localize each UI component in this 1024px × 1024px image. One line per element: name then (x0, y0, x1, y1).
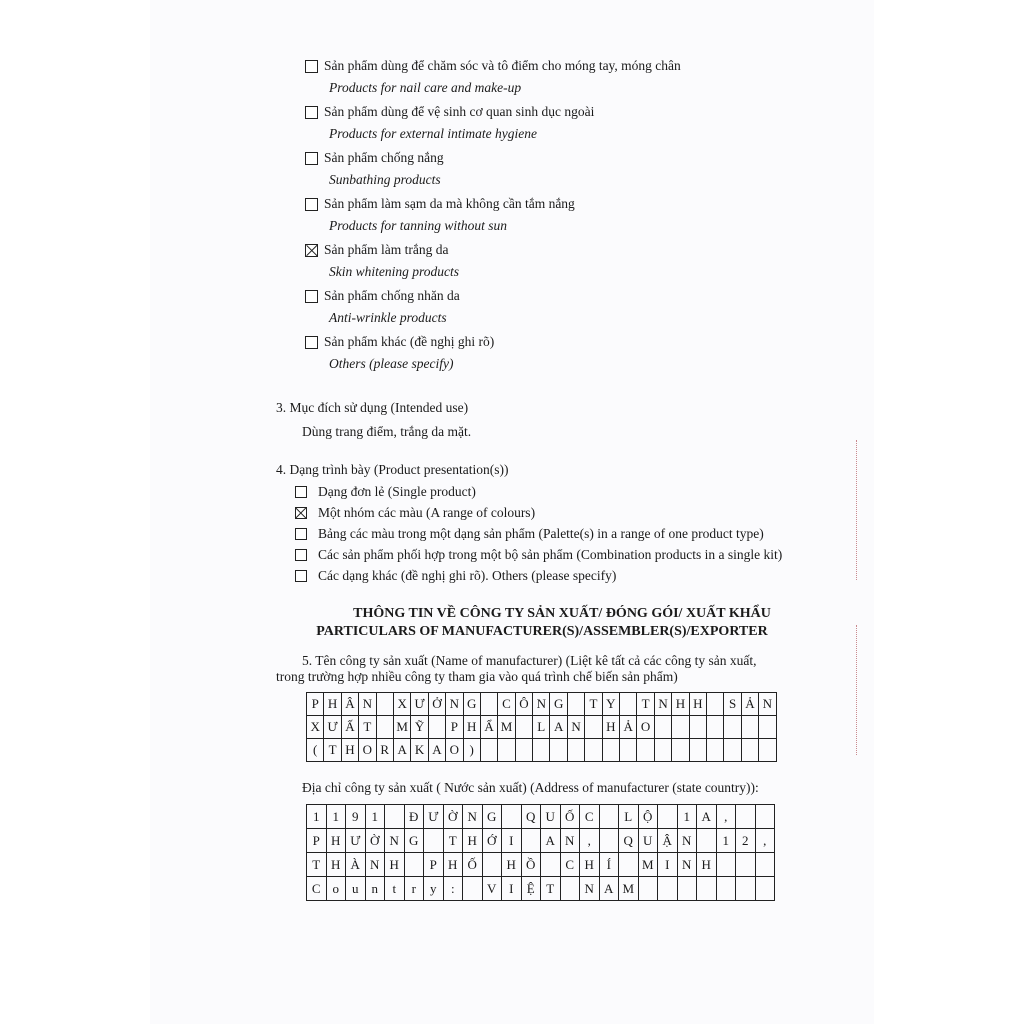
grid-cell: X (394, 693, 411, 716)
grid-cell: H (464, 716, 481, 739)
grid-cell (516, 739, 533, 762)
grid-cell (424, 829, 444, 853)
product-type-label-vi: Sản phẩm chống nhăn da (324, 288, 460, 303)
grid-cell: H (342, 739, 359, 762)
grid-cell: Q (522, 805, 542, 829)
grid-cell: H (463, 829, 483, 853)
grid-cell: N (385, 829, 405, 853)
grid-cell (561, 877, 581, 901)
presentation-checkbox[interactable] (295, 549, 307, 561)
grid-cell: Ả (620, 716, 637, 739)
grid-cell: Ẩ (481, 716, 498, 739)
grid-cell: A (429, 739, 446, 762)
grid-cell: N (678, 829, 698, 853)
grid-cell: ( (307, 739, 324, 762)
grid-cell: N (568, 716, 585, 739)
product-type-label-en: Others (please specify) (329, 356, 454, 371)
grid-cell (533, 739, 550, 762)
grid-cell: Ớ (483, 829, 503, 853)
grid-cell (568, 739, 585, 762)
grid-cell: N (655, 693, 672, 716)
grid-cell (463, 877, 483, 901)
grid-cell: Ả (742, 693, 759, 716)
grid-cell: A (600, 877, 620, 901)
grid-cell (585, 716, 602, 739)
grid-cell (550, 739, 567, 762)
product-type-checkbox[interactable] (305, 106, 318, 119)
product-type-label-en: Skin whitening products (329, 264, 459, 279)
grid-cell: Â (342, 693, 359, 716)
grid-cell (736, 805, 756, 829)
product-type-label-vi: Sản phẩm làm sạm da mà không cần tắm nắng (324, 196, 575, 211)
grid-cell: Í (600, 853, 620, 877)
grid-cell: O (637, 716, 654, 739)
grid-cell (717, 853, 737, 877)
grid-cell: À (346, 853, 366, 877)
grid-cell (655, 739, 672, 762)
grid-cell: Ậ (658, 829, 678, 853)
grid-cell: Ờ (444, 805, 464, 829)
presentation-checkbox[interactable] (295, 528, 307, 540)
grid-cell (690, 716, 707, 739)
section-3-title: 3. Mục đích sử dụng (Intended use) (276, 400, 469, 415)
grid-cell: N (678, 853, 698, 877)
grid-cell (759, 739, 776, 762)
grid-cell: 9 (346, 805, 366, 829)
grid-cell: 1 (307, 805, 327, 829)
product-type-label-en: Anti-wrinkle products (329, 310, 447, 325)
grid-cell: U (639, 829, 659, 853)
grid-cell (481, 739, 498, 762)
grid-cell: G (464, 693, 481, 716)
grid-cell (756, 853, 776, 877)
grid-cell (717, 877, 737, 901)
grid-cell (377, 716, 394, 739)
grid-cell: Ố (463, 853, 483, 877)
grid-cell (516, 716, 533, 739)
grid-cell: T (541, 877, 561, 901)
manufacturer-address-grid (306, 804, 775, 901)
grid-cell: R (377, 739, 394, 762)
grid-cell (707, 693, 724, 716)
grid-cell: H (697, 853, 717, 877)
grid-cell: T (637, 693, 654, 716)
grid-cell (707, 716, 724, 739)
grid-cell: P (307, 693, 324, 716)
grid-cell: , (580, 829, 600, 853)
grid-cell: N (366, 853, 386, 877)
grid-cell: T (307, 853, 327, 877)
grid-cell: Ỹ (411, 716, 428, 739)
product-type-label-vi: Sản phẩm dùng để vệ sinh cơ quan sinh dục ngoài (324, 104, 595, 119)
grid-cell: , (756, 829, 776, 853)
grid-cell: A (394, 739, 411, 762)
grid-cell: ) (464, 739, 481, 762)
grid-cell: 1 (327, 805, 347, 829)
grid-cell: A (541, 829, 561, 853)
grid-cell: n (366, 877, 386, 901)
grid-cell (619, 853, 639, 877)
grid-cell: : (444, 877, 464, 901)
grid-cell: H (502, 853, 522, 877)
grid-cell (377, 693, 394, 716)
grid-cell: M (619, 877, 639, 901)
section-5-line-2: trong trường hợp nhiều công ty tham gia vào quá trình chế biến sản phẩm) (276, 669, 678, 684)
grid-cell: , (717, 805, 737, 829)
grid-cell (429, 716, 446, 739)
grid-cell: S (724, 693, 741, 716)
grid-cell (707, 739, 724, 762)
grid-cell (498, 739, 515, 762)
grid-cell: 2 (736, 829, 756, 853)
grid-cell: Ở (429, 693, 446, 716)
grid-cell (658, 877, 678, 901)
grid-cell: L (619, 805, 639, 829)
grid-cell: V (483, 877, 503, 901)
grid-cell: r (405, 877, 425, 901)
product-type-label-vi: Sản phẩm khác (đề nghị ghi rõ) (324, 334, 495, 349)
grid-cell: N (561, 829, 581, 853)
grid-cell (603, 739, 620, 762)
product-type-label-vi: Sản phẩm làm trắng da (324, 242, 449, 257)
grid-cell: Ư (346, 829, 366, 853)
grid-cell (483, 853, 503, 877)
grid-cell (724, 739, 741, 762)
grid-cell (756, 877, 776, 901)
grid-cell: t (385, 877, 405, 901)
manufacturer-heading-en: PARTICULARS OF MANUFACTURER(S)/ASSEMBLER(S)/EXPORTER (316, 624, 768, 639)
grid-cell: N (580, 877, 600, 901)
grid-cell: U (541, 805, 561, 829)
grid-cell (736, 853, 756, 877)
grid-cell (756, 805, 776, 829)
grid-cell (600, 805, 620, 829)
grid-cell: I (658, 853, 678, 877)
grid-cell: H (603, 716, 620, 739)
grid-cell: Ư (411, 693, 428, 716)
grid-cell: H (327, 829, 347, 853)
grid-cell: N (463, 805, 483, 829)
grid-cell (481, 693, 498, 716)
grid-cell: H (385, 853, 405, 877)
section-5-line-1: 5. Tên công ty sản xuất (Name of manufacturer) (Liệt kê tất cả các công ty sản xuất, (302, 653, 757, 668)
grid-cell: y (424, 877, 444, 901)
grid-cell: H (444, 853, 464, 877)
grid-cell: G (405, 829, 425, 853)
grid-cell: I (502, 877, 522, 901)
grid-cell: M (498, 716, 515, 739)
product-type-checkbox[interactable] (305, 198, 318, 211)
product-type-label-vi: Sản phẩm chống nắng (324, 150, 444, 165)
presentation-option-label: Dạng đơn lẻ (Single product) (318, 484, 476, 499)
grid-cell: H (327, 853, 347, 877)
product-type-label-en: Products for nail care and make-up (329, 80, 522, 95)
grid-cell: u (346, 877, 366, 901)
grid-cell: Ố (561, 805, 581, 829)
product-type-checkbox[interactable] (305, 244, 318, 257)
grid-cell: A (697, 805, 717, 829)
grid-cell: N (759, 693, 776, 716)
grid-cell (637, 739, 654, 762)
grid-cell: I (502, 829, 522, 853)
grid-cell (697, 829, 717, 853)
section-3-value: Dùng trang điểm, trắng da mặt. (302, 424, 472, 439)
grid-cell (620, 693, 637, 716)
grid-cell: Ờ (366, 829, 386, 853)
stamp-mark (856, 440, 871, 580)
grid-cell: C (307, 877, 327, 901)
grid-cell (690, 739, 707, 762)
grid-cell: M (639, 853, 659, 877)
grid-cell: 1 (366, 805, 386, 829)
grid-cell: Q (619, 829, 639, 853)
grid-cell: K (411, 739, 428, 762)
product-type-checkbox[interactable] (305, 60, 318, 73)
grid-cell: Ồ (522, 853, 542, 877)
address-label: Địa chỉ công ty sản xuất ( Nước sản xuất) (Address of manufacturer (state country)): (302, 780, 759, 795)
grid-cell: H (580, 853, 600, 877)
grid-cell (697, 877, 717, 901)
grid-cell (639, 877, 659, 901)
product-type-checkbox[interactable] (305, 290, 318, 303)
grid-cell (736, 877, 756, 901)
grid-cell: H (672, 693, 689, 716)
grid-cell: P (424, 853, 444, 877)
presentation-checkbox[interactable] (295, 486, 307, 498)
grid-cell (655, 716, 672, 739)
grid-cell: Ấ (342, 716, 359, 739)
grid-cell (502, 805, 522, 829)
grid-cell: P (307, 829, 327, 853)
grid-cell: o (327, 877, 347, 901)
grid-cell (585, 739, 602, 762)
section-4-title: 4. Dạng trình bày (Product presentation(s)) (276, 462, 509, 477)
grid-cell: C (561, 853, 581, 877)
grid-cell (742, 739, 759, 762)
grid-cell (620, 739, 637, 762)
grid-cell: T (324, 739, 341, 762)
grid-cell: N (533, 693, 550, 716)
grid-cell: M (394, 716, 411, 739)
product-type-label-en: Products for external intimate hygiene (329, 126, 537, 141)
grid-cell: Ộ (639, 805, 659, 829)
grid-cell: Ư (424, 805, 444, 829)
grid-cell (385, 805, 405, 829)
product-type-checkbox[interactable] (305, 152, 318, 165)
grid-cell (759, 716, 776, 739)
grid-cell: T (359, 716, 376, 739)
grid-cell: Ệ (522, 877, 542, 901)
grid-cell: T (585, 693, 602, 716)
presentation-checkbox[interactable] (295, 507, 307, 519)
grid-cell (658, 805, 678, 829)
grid-cell: Ư (324, 716, 341, 739)
grid-cell: C (580, 805, 600, 829)
grid-cell (568, 693, 585, 716)
grid-cell: P (446, 716, 463, 739)
grid-cell: O (446, 739, 463, 762)
grid-cell: X (307, 716, 324, 739)
product-type-label-vi: Sản phẩm dùng để chăm sóc và tô điểm cho móng tay, móng chân (324, 58, 681, 73)
grid-cell: H (690, 693, 707, 716)
product-type-label-en: Sunbathing products (329, 172, 441, 187)
grid-cell (742, 716, 759, 739)
grid-cell (724, 716, 741, 739)
product-type-checkbox[interactable] (305, 336, 318, 349)
grid-cell: A (550, 716, 567, 739)
grid-cell: 1 (717, 829, 737, 853)
grid-cell (672, 739, 689, 762)
grid-cell: Ô (516, 693, 533, 716)
grid-cell: L (533, 716, 550, 739)
grid-cell: Đ (405, 805, 425, 829)
grid-cell (541, 853, 561, 877)
presentation-option-label: Các sản phẩm phối hợp trong một bộ sản phẩm (Combination products in a single kit) (318, 547, 783, 562)
grid-cell (522, 829, 542, 853)
grid-cell (678, 877, 698, 901)
presentation-option-label: Bảng các màu trong một dạng sản phẩm (Palette(s) in a range of one product type) (318, 526, 764, 541)
grid-cell: N (446, 693, 463, 716)
product-type-label-en: Products for tanning without sun (329, 218, 508, 233)
grid-cell: G (550, 693, 567, 716)
grid-cell (672, 716, 689, 739)
grid-cell: 1 (678, 805, 698, 829)
manufacturer-heading-vi: THÔNG TIN VỀ CÔNG TY SẢN XUẤT/ ĐÓNG GÓI/ XUẤT KHẨU (353, 606, 771, 621)
manufacturer-name-grid (306, 692, 777, 762)
grid-cell: T (444, 829, 464, 853)
grid-cell: N (359, 693, 376, 716)
grid-cell: C (498, 693, 515, 716)
grid-cell (600, 829, 620, 853)
stamp-mark (856, 625, 871, 755)
grid-cell: G (483, 805, 503, 829)
grid-cell (405, 853, 425, 877)
grid-cell: H (324, 693, 341, 716)
grid-cell: O (359, 739, 376, 762)
grid-cell: Y (603, 693, 620, 716)
presentation-option-label: Một nhóm các màu (A range of colours) (318, 505, 536, 520)
presentation-option-label: Các dạng khác (đề nghị ghi rõ). Others (please specify) (318, 568, 617, 583)
presentation-checkbox[interactable] (295, 570, 307, 582)
